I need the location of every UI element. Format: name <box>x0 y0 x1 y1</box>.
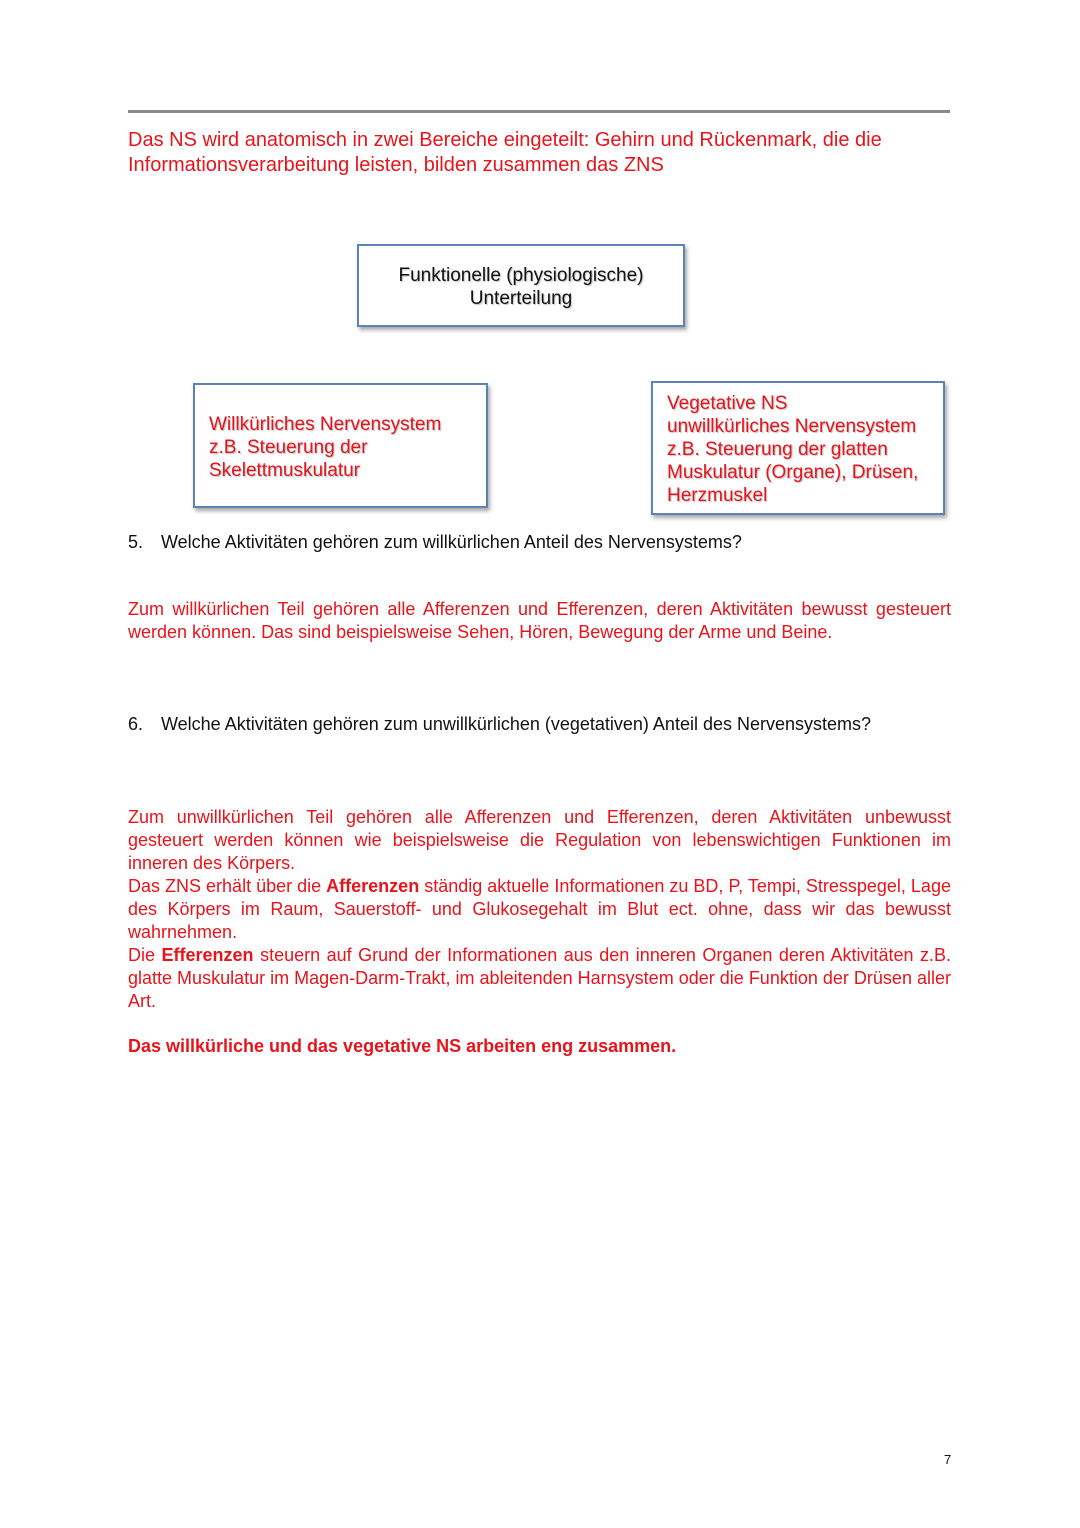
diagram-box-functional-line-2: Unterteilung <box>469 288 573 309</box>
diagram-box-functional <box>357 244 685 327</box>
question-6-number: 6. <box>128 714 144 734</box>
question-5-text: Welche Aktivitäten gehören zum willkürlichen Anteil des Nervensystems? <box>161 532 742 552</box>
answer-6-paragraph-3-pre: Die <box>128 945 156 965</box>
diagram-box-voluntary-line-1: Willkürliches Nervensystem <box>209 414 442 435</box>
diagram-box-vegetative-line-5: Herzmuskel <box>667 485 768 506</box>
answer-6-paragraph-2 <box>128 875 951 944</box>
diagram-box-voluntary-line-3: Skelettmuskulatur <box>209 460 361 481</box>
diagram-box-vegetative-line-1: Vegetative NS <box>667 393 788 414</box>
diagram-box-vegetative-line-2: unwillkürliches Nervensystem <box>667 416 917 437</box>
answer-6-paragraph-1: Zum unwillkürlichen Teil gehören alle Afferenzen und Efferenzen, deren Aktivitäten unbewusst gesteuert werden können wie beispielsweise die Regulation von lebenswichtigen Funktionen im inneren des Körpers. <box>128 807 951 873</box>
diagram-box-vegetative-line-4: Muskulatur (Organe), Drüsen, <box>667 462 919 483</box>
answer-5: Zum willkürlichen Teil gehören alle Afferenzen und Efferenzen, deren Aktivitäten bewusst gesteuert werden können. Das sind beispielsweise Sehen, Hören, Bewegung der Arme und Beine. <box>128 599 951 642</box>
page-number: 7 <box>944 1452 952 1467</box>
diagram-box-vegetative <box>651 381 945 515</box>
question-5-number: 5. <box>128 532 144 552</box>
answer-6-paragraph-3-post: steuern auf Grund der Informationen aus den inneren Organen deren Aktivitäten z.B. glatte Muskulatur im Magen-Darm-Trakt, im ableitenden Harnsystem oder die Funktion der Drüsen aller Art. <box>128 945 951 1011</box>
afferenzen-term: Afferenzen <box>326 876 420 896</box>
diagram-box-voluntary <box>193 383 488 508</box>
header-rule <box>128 110 950 113</box>
answer-6-paragraph-2-pre: Das ZNS erhält über die <box>128 876 322 896</box>
question-6-text: Welche Aktivitäten gehören zum unwillkürlichen (vegetativen) Anteil des Nervensystems? <box>161 714 872 734</box>
answer-6-paragraph-2-post: ständig aktuelle Informationen zu BD, P, Tempi, Stresspegel, Lage des Körpers im Raum, Sauerstoff- und Glukosegehalt im Blut ect. ohne, dass wir das bewusst wahrnehmen. <box>128 876 951 942</box>
answer-6-paragraph-3 <box>128 944 951 1013</box>
summary-statement: Das willkürliche und das vegetative NS arbeiten eng zusammen. <box>128 1036 677 1056</box>
diagram-box-voluntary-line-2: z.B. Steuerung der <box>209 437 368 458</box>
question-5 <box>128 531 888 554</box>
question-6 <box>128 713 888 736</box>
efferenzen-term: Efferenzen <box>161 945 254 965</box>
diagram-box-functional-line-1: Funktionelle (physiologische) <box>398 265 644 286</box>
intro-paragraph: Das NS wird anatomisch in zwei Bereiche eingeteilt: Gehirn und Rückenmark, die die Informationsverarbeitung leisten, bilden zusammen das ZNS <box>128 129 882 176</box>
answer-6 <box>128 806 951 1013</box>
diagram-box-vegetative-line-3: z.B. Steuerung der glatten <box>667 439 888 460</box>
